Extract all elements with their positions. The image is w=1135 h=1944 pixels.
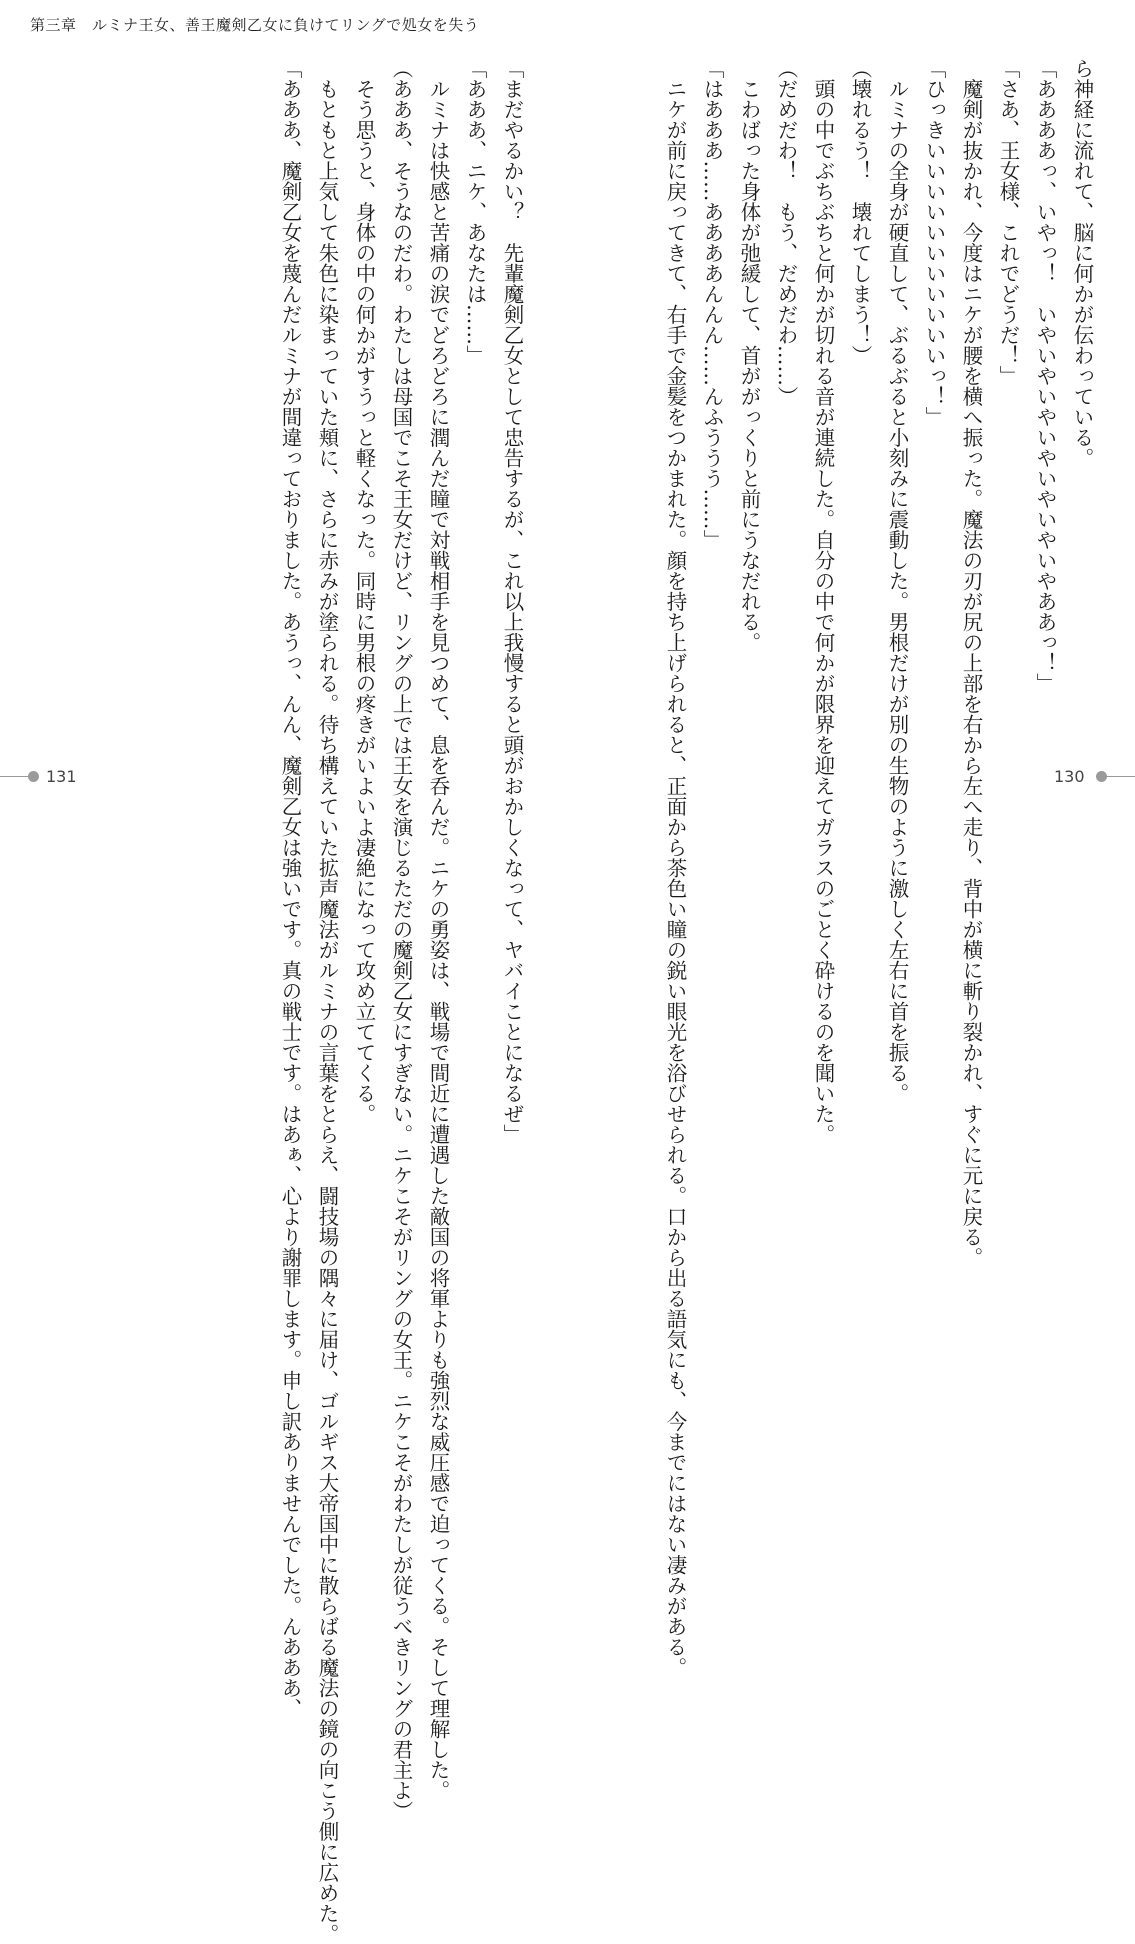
page-130-body-text: ら神経に流れて、脳に何かが伝わっている。 「ああああっ、いやっ！ いやいやいやいやいやいやいやああっ！」 「さあ、王女様、これでどうだ！」 魔剣が抜かれ、今度はニケが腰を横へ振った。魔法の刃が尻の上部を右から左へ走り、背中が横に斬り裂かれ、すぐに元に戻る。 「ひっきいいいいいいいいいいいっ！」 ルミナの全身が硬直して、ぶるぶると小刻みに震動した。男根だけが別の生物のように激しく左右に首を振る。 （壊れるう！ 壊れてしまう！） 頭の中でぶちぶちと何かが切れる音が連続した。自分の中で何かが限界を迎えてガラスのごとく砕けるのを聞いた。 （だめだわ！ もう、だめだわ……） こわばった身体が弛緩して、首ががっくりと前にうなだれる。 「はあああ……ああああんんん……んふううう……」 ニケが前に戻ってきて、右手で金髪をつかまれた。顔を持ち上げられると、正面から茶色い瞳の鋭い眼光を浴びせられる。口から出る語気にも、今までにはない凄みがある。 [663, 58, 1094, 1678]
page-number-right: 130 [1054, 767, 1085, 786]
footer-dot-left-icon [28, 771, 39, 782]
page-number-left: 131 [46, 767, 77, 786]
page-131-body-text: 「まだやるかい？ 先輩魔剣乙女として忠告するが、これ以上我慢すると頭がおかしくなって、ヤバイことになるぜ」 「あああ、ニケ、あなたは……」 ルミナは快感と苦痛の涙でどろどろに潤んだ瞳で対戦相手を見つめて、息を呑んだ。ニケの勇姿は、戦場で間近に遭遇した敵国の将軍よりも強烈な威圧感で迫ってくる。そして理解した。 （あああ、そうなのだわ。わたしは母国でこそ王女だけど、リングの上では王女を演じるただの魔剣乙女にすぎない。ニケこそがリングの女王。ニケこそがわたしが従うべきリングの君主よ） そう思うと、身体の中の何かがすうっと軽くなった。同時に男根の疼きがいよいよ凄絶になって攻め立ててくる。 もともと上気して朱色に染まっていた頬に、さらに赤みが塗られる。待ち構えていた拡声魔法がルミナの言葉をとらえ、闘技場の隅々に届け、ゴルギス大帝国中に散らばる魔法の鏡の向こう側に広めた。 「あああ、魔剣乙女を蔑んだルミナが間違っておりました。あうっ、んん、魔剣乙女は強いです。真の戦士です。はあぁ、心より謝罪します。申し訳ありませんでした。んあああ、 [278, 58, 524, 1944]
footer-rule-left [0, 776, 28, 777]
chapter-header: 第三章 ルミナ王女、善王魔剣乙女に負けてリングで処女を失う [30, 16, 480, 34]
footer-rule-right [1106, 776, 1135, 777]
